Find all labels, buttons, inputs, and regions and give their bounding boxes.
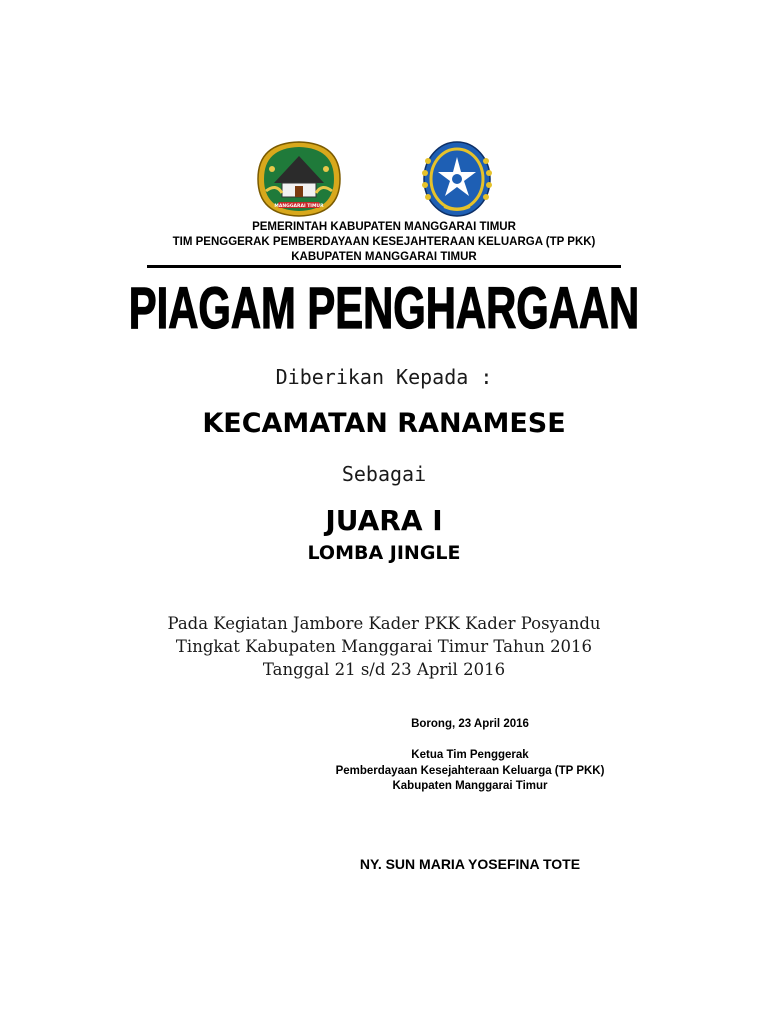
header-line-3: KABUPATEN MANGGARAI TIMUR [291,251,477,263]
header-divider [147,265,621,268]
as-label: Sebagai [341,462,427,486]
signer-name: NY. SUN MARIA YOSEFINA TOTE [359,856,581,872]
certificate-title: PIAGAM PENGHARGAAN [128,276,640,341]
award-category: LOMBA JINGLE [307,542,461,564]
award-title: JUARA I [325,504,443,537]
description-line-3: Tanggal 21 s/d 23 April 2016 [262,660,506,679]
signature-place-date: Borong, 23 April 2016 [411,718,529,730]
pkk-emblem-icon [416,139,498,219]
signature-role-line-1: Ketua Tim Penggerak [411,749,529,761]
manggarai-timur-regency-emblem-icon [252,139,346,219]
given-to-label: Diberikan Kepada : [275,365,493,389]
signature-role-line-2: Pemberdayaan Kesejahteraan Keluarga (TP PKK) [335,765,605,777]
header-line-1: PEMERINTAH KABUPATEN MANGGARAI TIMUR [252,221,516,233]
recipient-name: KECAMATAN RANAMESE [202,408,566,439]
description-line-1: Pada Kegiatan Jambore Kader PKK Kader Posyandu [167,614,601,633]
emblem-banner-label: MANGGARAI TIMUR [274,204,324,209]
signature-role-line-3: Kabupaten Manggarai Timur [392,780,548,792]
header-line-2: TIM PENGGERAK PEMBERDAYAAN KESEJAHTERAAN KELUARGA (TP PKK) [172,236,596,248]
description-line-2: Tingkat Kabupaten Manggarai Timur Tahun 2016 [175,637,593,656]
